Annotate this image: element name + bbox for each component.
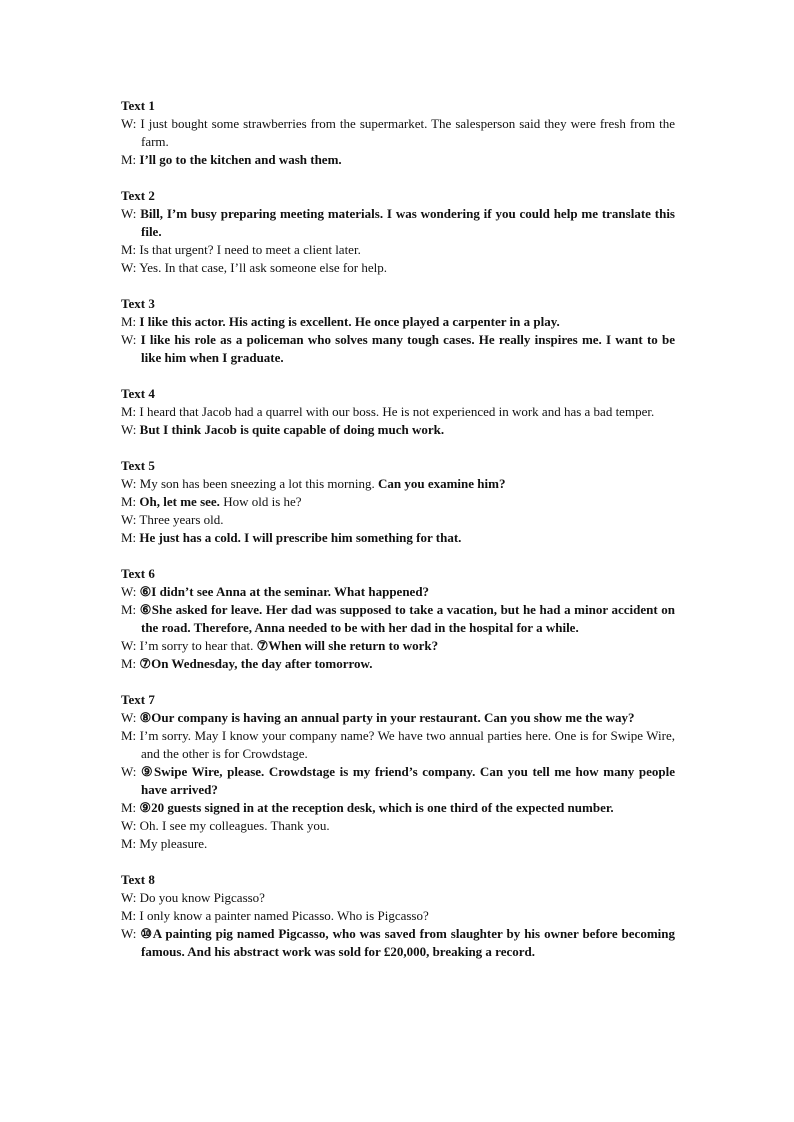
bold-dialogue-text: I’ll go to the kitchen and wash them.: [139, 152, 342, 167]
speaker-label: M:: [121, 404, 137, 419]
speaker-label: M:: [121, 836, 137, 851]
dialogue-line: [121, 493, 675, 511]
bold-dialogue-text: He just has a cold. I will prescribe him something for that.: [139, 530, 462, 545]
dialogue-line: [121, 313, 675, 331]
dialogue-line: [121, 205, 675, 241]
dialogue-line: [121, 115, 675, 151]
text-section: [121, 457, 675, 547]
dialogue-line: [121, 529, 675, 547]
dialogue-text: I heard that Jacob had a quarrel with our boss. He is not experienced in work and has a bad temper.: [139, 404, 655, 419]
bold-dialogue-text: ⑧Our company is having an annual party in your restaurant. Can you show me the way?: [139, 710, 635, 725]
dialogue-text: Yes. In that case, I’ll ask someone else for help.: [139, 260, 387, 275]
speaker-label: W:: [121, 332, 137, 347]
speaker-label: W:: [121, 116, 137, 131]
text-section: [121, 871, 675, 961]
speaker-label: M:: [121, 494, 137, 509]
bold-dialogue-text: I like this actor. His acting is excellent. He once played a carpenter in a play.: [139, 314, 560, 329]
dialogue-text: I’m sorry to hear that.: [139, 638, 257, 653]
speaker-label: W:: [121, 260, 137, 275]
speaker-label: W:: [121, 926, 137, 941]
dialogue-line: [121, 151, 675, 169]
speaker-label: W:: [121, 764, 137, 779]
bold-dialogue-text: ⑥I didn’t see Anna at the seminar. What happened?: [139, 584, 430, 599]
dialogue-text: Do you know Pigcasso?: [139, 890, 265, 905]
dialogue-line: [121, 799, 675, 817]
dialogue-text: I’m sorry. May I know your company name? We have two annual parties here. One is for Swipe Wire, and the other is for Crowdstage.: [139, 728, 675, 761]
bold-dialogue-text: ⑨20 guests signed in at the reception desk, which is one third of the expected number.: [139, 800, 614, 815]
dialogue-line: [121, 727, 675, 763]
text-title: Text 2: [121, 188, 155, 203]
speaker-label: M:: [121, 656, 137, 671]
dialogue-text: I just bought some strawberries from the supermarket. The salesperson said they were fresh from the farm.: [140, 116, 676, 149]
bold-dialogue-text: Can you examine him?: [377, 476, 506, 491]
dialogue-line: [121, 925, 675, 961]
dialogue-line: [121, 889, 675, 907]
speaker-label: M:: [121, 530, 137, 545]
bold-dialogue-text: Bill, I’m busy preparing meeting materials. I was wondering if you could help me translate this file.: [140, 206, 675, 239]
bold-dialogue-text: ⑦When will she return to work?: [256, 638, 439, 653]
dialogue-line: [121, 403, 675, 421]
speaker-label: M:: [121, 602, 137, 617]
speaker-label: M:: [121, 908, 137, 923]
speaker-label: M:: [121, 728, 137, 743]
dialogue-line: [121, 331, 675, 367]
dialogue-text: Is that urgent? I need to meet a client later.: [139, 242, 361, 257]
speaker-label: W:: [121, 512, 137, 527]
text-section: [121, 385, 675, 439]
text-title: Text 4: [121, 386, 155, 401]
speaker-label: W:: [121, 710, 137, 725]
bold-dialogue-text: ⑩A painting pig named Pigcasso, who was saved from slaughter by his owner before becoming famous. And his abstract work was sold for £20,000, breaking a record.: [140, 926, 675, 959]
dialogue-line: [121, 763, 675, 799]
bold-dialogue-text: Oh, let me see.: [139, 494, 220, 509]
dialogue-line: [121, 259, 675, 277]
text-title: Text 1: [121, 98, 155, 113]
text-title: Text 8: [121, 872, 155, 887]
bold-dialogue-text: ⑥She asked for leave. Her dad was supposed to take a vacation, but he had a minor accident on the road. Therefore, Anna needed to be with her dad in the hospital for a while.: [139, 602, 675, 635]
speaker-label: W:: [121, 584, 137, 599]
text-title: Text 6: [121, 566, 155, 581]
transcript-page: [121, 97, 675, 979]
dialogue-line: [121, 835, 675, 853]
dialogue-text: I only know a painter named Picasso. Who is Pigcasso?: [139, 908, 429, 923]
speaker-label: M:: [121, 800, 137, 815]
speaker-label: M:: [121, 314, 137, 329]
speaker-label: W:: [121, 422, 137, 437]
dialogue-line: [121, 655, 675, 673]
dialogue-line: [121, 421, 675, 439]
bold-dialogue-text: I like his role as a policeman who solves many tough cases. He really inspires me. I want to be like him when I graduate.: [140, 332, 675, 365]
dialogue-line: [121, 241, 675, 259]
dialogue-line: [121, 817, 675, 835]
dialogue-line: [121, 511, 675, 529]
text-title: Text 5: [121, 458, 155, 473]
speaker-label: M:: [121, 242, 137, 257]
dialogue-line: [121, 637, 675, 655]
dialogue-line: [121, 601, 675, 637]
speaker-label: W:: [121, 206, 137, 221]
text-title: Text 7: [121, 692, 155, 707]
text-section: [121, 565, 675, 673]
dialogue-line: [121, 709, 675, 727]
text-section: [121, 97, 675, 169]
dialogue-text: Three years old.: [139, 512, 224, 527]
speaker-label: W:: [121, 638, 137, 653]
dialogue-text: How old is he?: [219, 494, 302, 509]
dialogue-text: Oh. I see my colleagues. Thank you.: [139, 818, 330, 833]
dialogue-line: [121, 907, 675, 925]
speaker-label: W:: [121, 818, 137, 833]
text-section: [121, 187, 675, 277]
speaker-label: M:: [121, 152, 137, 167]
bold-dialogue-text: ⑨Swipe Wire, please. Crowdstage is my friend’s company. Can you tell me how many people have arrived?: [141, 764, 675, 797]
dialogue-line: [121, 475, 675, 493]
dialogue-text: My son has been sneezing a lot this morning.: [139, 476, 378, 491]
bold-dialogue-text: ⑦On Wednesday, the day after tomorrow.: [139, 656, 373, 671]
text-section: [121, 295, 675, 367]
speaker-label: W:: [121, 476, 137, 491]
speaker-label: W:: [121, 890, 137, 905]
dialogue-text: My pleasure.: [139, 836, 208, 851]
bold-dialogue-text: But I think Jacob is quite capable of doing much work.: [139, 422, 445, 437]
text-section: [121, 691, 675, 853]
dialogue-line: [121, 583, 675, 601]
text-title: Text 3: [121, 296, 155, 311]
